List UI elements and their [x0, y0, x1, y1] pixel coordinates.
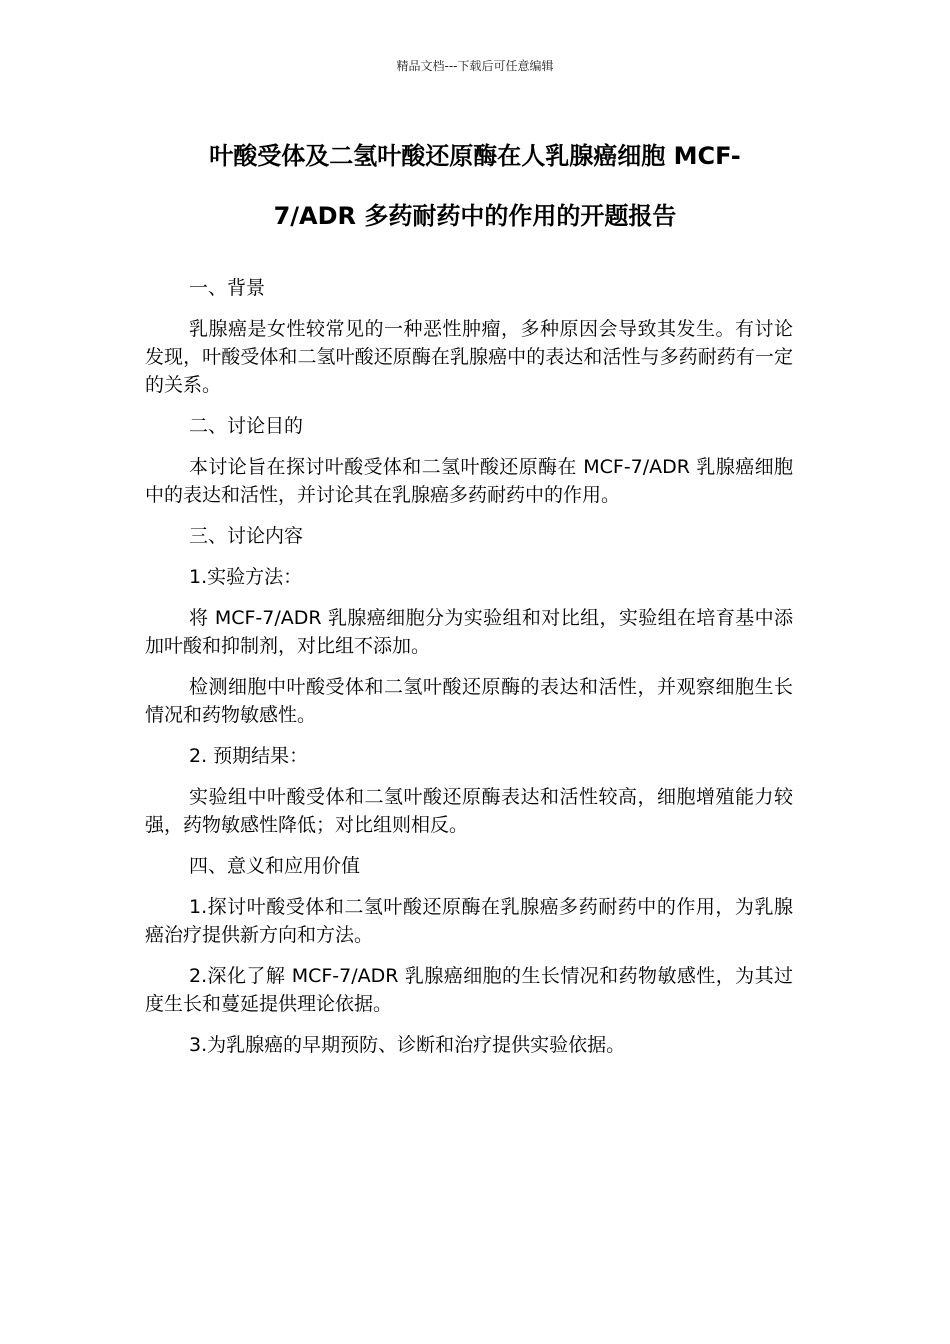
significance-paragraph-3: 3.为乳腺癌的早期预防、诊断和治疗提供实验依据。	[189, 1034, 626, 1056]
document-body	[145, 274, 793, 1072]
subheading-expected-results: 2. 预期结果：	[189, 745, 309, 767]
document-title-line-2: 7/ADR 多药耐药中的作用的开题报告	[273, 202, 677, 230]
section-heading-content: 三、讨论内容	[189, 525, 304, 547]
page-header: 精品文档---下载后可任意编辑	[396, 59, 554, 73]
results-paragraph: 实验组中叶酸受体和二氢叶酸还原酶表达和活性较高，细胞增殖能力较强，药物敏感性降低；对比组则相反。	[145, 786, 793, 836]
purpose-paragraph: 本讨论旨在探讨叶酸受体和二氢叶酸还原酶在 MCF-7/ADR 乳腺癌细胞中的表达和活性，并讨论其在乳腺癌多药耐药中的作用。	[145, 456, 793, 506]
section-heading-background: 一、背景	[189, 277, 266, 299]
significance-paragraph-2: 2.深化了解 MCF-7/ADR 乳腺癌细胞的生长情况和药物敏感性，为其过度生长和蔓延提供理论依据。	[145, 965, 793, 1015]
subheading-method: 1.实验方法：	[189, 566, 303, 588]
document-title-line-1: 叶酸受体及二氢叶酸还原酶在人乳腺癌细胞 MCF-	[209, 142, 741, 170]
section-heading-purpose: 二、讨论目的	[189, 415, 304, 437]
document-title	[145, 126, 805, 246]
method-paragraph-1: 将 MCF-7/ADR 乳腺癌细胞分为实验组和对比组，实验组在培育基中添加叶酸和抑制剂，对比组不添加。	[145, 607, 793, 657]
background-paragraph: 乳腺癌是女性较常见的一种恶性肿瘤，多种原因会导致其发生。有讨论发现，叶酸受体和二氢叶酸还原酶在乳腺癌中的表达和活性与多药耐药有一定的关系。	[145, 318, 793, 396]
method-paragraph-2: 检测细胞中叶酸受体和二氢叶酸还原酶的表达和活性，并观察细胞生长情况和药物敏感性。	[145, 676, 793, 726]
section-heading-significance: 四、意义和应用价值	[189, 855, 361, 877]
significance-paragraph-1: 1.探讨叶酸受体和二氢叶酸还原酶在乳腺癌多药耐药中的作用，为乳腺癌治疗提供新方向和方法。	[145, 896, 793, 946]
